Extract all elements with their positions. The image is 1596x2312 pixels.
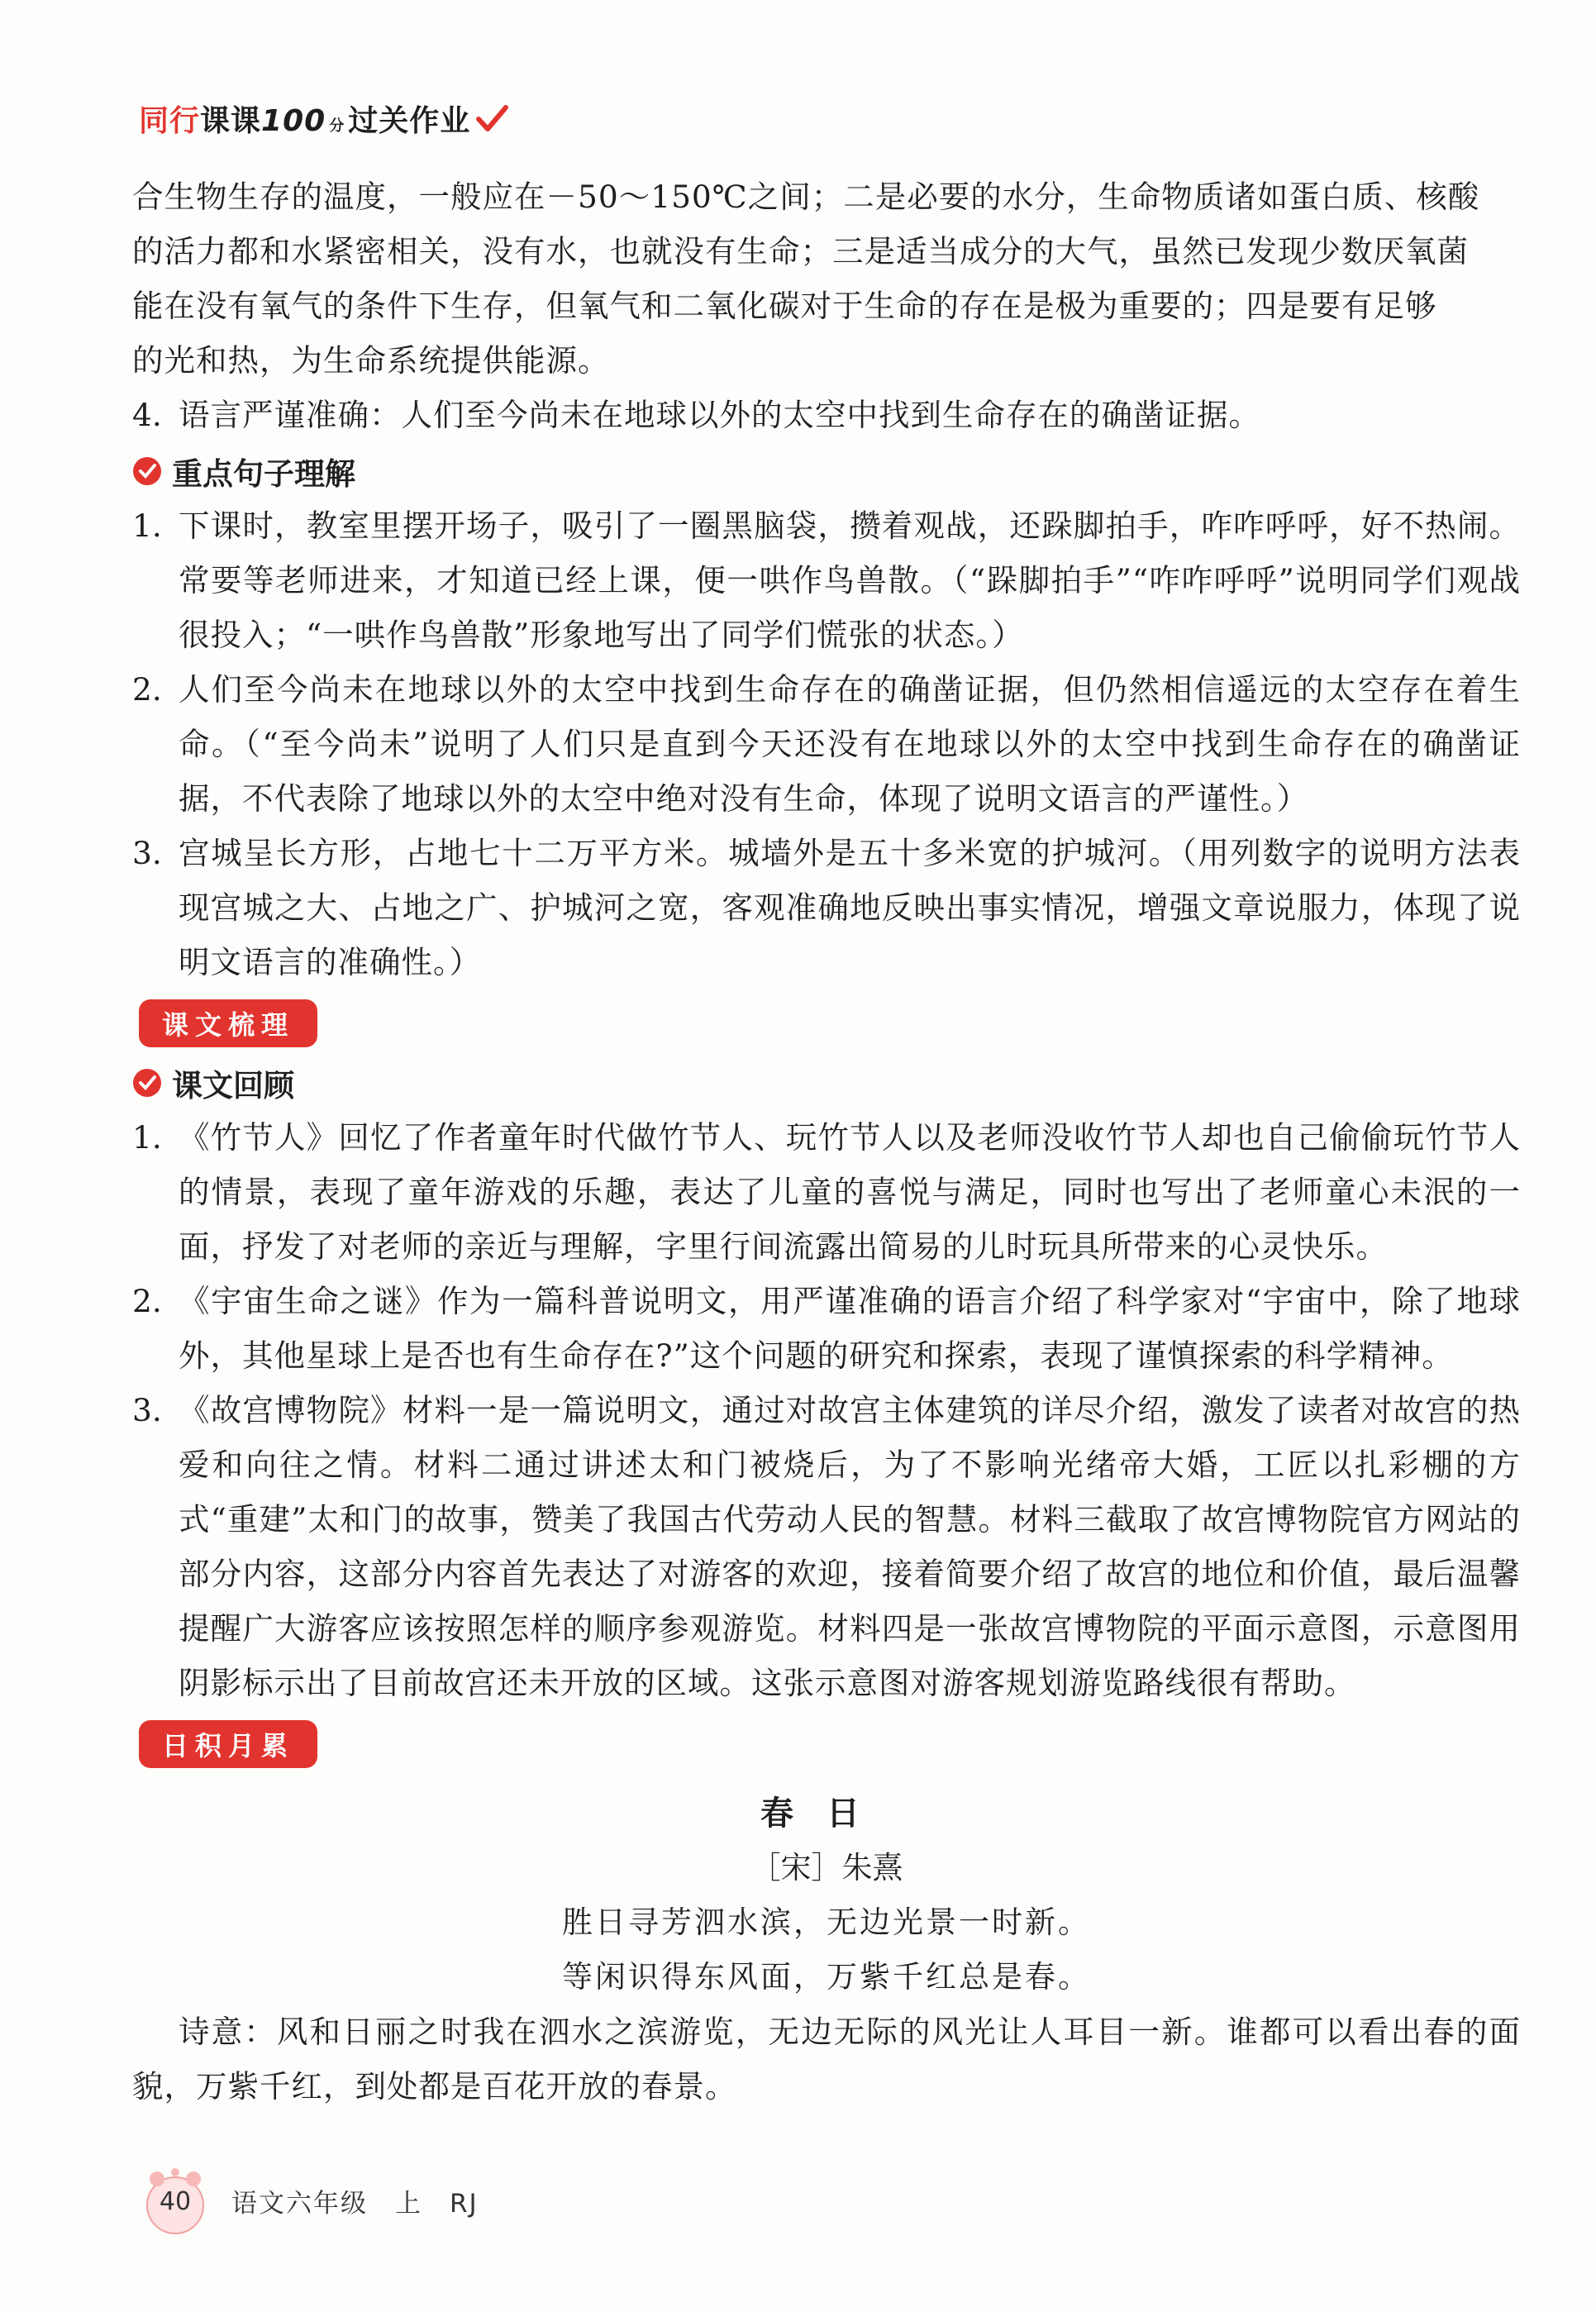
review-text: 《故宫博物院》材料一是一篇说明文，通过对故宫主体建筑的详尽介绍，激发了读者对故宫的热爱和向往之情。材料二通过讲述太和门被烧后，为了不影响光绪帝大婚，工匠以扎彩棚的方式“重建”太和门的故事，赞美了我国古代劳动人民的智慧。材料三截取了故宫博物院官方网站的部分内容，这部分内容首先表达了对游客的欢迎，接着简要介绍了故宫的地位和价值，最后温馨提醒广大游客应该按照怎样的顺序参观游览。材料四是一张故宫博物院的平面示意图，示意图用阴影标示出了目前故宫还未开放的区域。这张示意图对游客规划游览路线很有帮助。 — [179, 1392, 1521, 1701]
daily-banner: 日积月累 — [139, 1720, 317, 1768]
review-number: 2. — [132, 1283, 162, 1319]
section-marker-icon — [132, 456, 162, 486]
key-sentence-text: 人们至今尚未在地球以外的太空中找到生命存在的确凿证据，但仍然相信遥远的太空存在着生命。（“至今尚未”说明了人们只是直到今天还没有在地球以外的太空中找到生命存在的确凿证据，不代表除了地球以外的太空中绝对没有生命，体现了说明文语言的严谨性。） — [179, 671, 1521, 817]
key-sentence-item — [132, 826, 1521, 989]
review-title: 课文回顾 — [172, 1068, 294, 1104]
book-info: 语文六年级 上 RJ — [231, 2188, 479, 2219]
brand-part-5: 过关作业 — [348, 104, 471, 138]
intro-line-4: 的光和热，为生命系统提供能源。 — [132, 342, 610, 379]
poem-line-2: 等闲识得东风面，万紫千红总是春。 — [562, 1959, 1091, 1995]
review-text: 《竹节人》回忆了作者童年时代做竹节人、玩竹节人以及老师没收竹节人却也自己偷偷玩竹节人的情景，表现了童年游戏的乐趣，表达了儿童的喜悦与满足，同时也写出了老师童心未泯的一面，抒发了对老师的亲近与理解，字里行间流露出简易的儿时玩具所带来的心灵快乐。 — [179, 1119, 1521, 1265]
key-sentences-heading — [132, 444, 1521, 498]
review-text: 《宇宙生命之谜》作为一篇科普说明文，用严谨准确的语言介绍了科学家对“宇宙中，除了地球外，其他星球上是否也有生命存在?”这个问题的研究和探索，表现了谨慎探索的科学精神。 — [179, 1283, 1521, 1374]
review-item — [132, 1383, 1521, 1710]
poem — [132, 1786, 1521, 2005]
review-heading — [132, 1056, 1521, 1110]
review-item — [132, 1110, 1521, 1274]
footer — [139, 2164, 479, 2237]
page-number: 40 — [159, 2187, 192, 2216]
poem-author: ［宋］朱熹 — [750, 1850, 903, 1885]
main-content — [132, 169, 1521, 2114]
key-sentence-item — [132, 662, 1521, 826]
review-number: 1. — [132, 1119, 162, 1156]
section-marker-icon — [132, 1068, 162, 1098]
review-banner: 课文梳理 — [139, 999, 317, 1047]
poem-title: 春日 — [760, 1794, 893, 1833]
intro-line-3: 能在没有氧气的条件下生存，但氧气和二氧化碳对于生命的存在是极为重要的；四是要有足够 — [132, 288, 1437, 324]
brand-part-2: 课课 — [200, 104, 262, 138]
key-sentences-title: 重点句子理解 — [172, 456, 355, 492]
key-sentence-number: 1. — [132, 508, 162, 544]
poem-meaning: 诗意：风和日丽之时我在泗水之滨游览，无边无际的风光让人耳目一新。谁都可以看出春的面貌，万紫千红，到处都是百花开放的春景。 — [132, 2014, 1521, 2105]
checkmark-icon — [475, 102, 508, 136]
key-sentence-number: 3. — [132, 835, 162, 871]
key-sentence-number: 2. — [132, 671, 162, 708]
key-sentence-text: 宫城呈长方形，占地七十二万平方米。城墙外是五十多米宽的护城河。（用列数字的说明方法表现宫城之大、占地之广、护城河之宽，客观准确地反映出事实情况，增强文章说服力，体现了说明文语言的准确性。） — [179, 835, 1521, 980]
key-sentence-item — [132, 498, 1521, 662]
intro-line-2: 的活力都和水紧密相关，没有水，也就没有生命；三是适当成分的大气，虽然已发现少数厌氧菌 — [132, 233, 1469, 269]
header — [139, 98, 508, 140]
page-number-badge — [139, 2164, 212, 2237]
brand-part-3: 100 — [261, 104, 326, 138]
point-4-text: 语言严谨准确：人们至今尚未在地球以外的太空中找到生命存在的确凿证据。 — [179, 397, 1260, 433]
point-4 — [132, 388, 1521, 442]
point-4-number: 4. — [132, 397, 162, 433]
poem-line-1: 胜日寻芳泗水滨，无边光景一时新。 — [562, 1904, 1091, 1940]
review-item — [132, 1274, 1521, 1383]
brand-part-1: 同行 — [139, 104, 201, 138]
review-number: 3. — [132, 1392, 162, 1428]
intro-line-1: 合生物生存的温度，一般应在－50～150℃之间；二是必要的水分，生命物质诸如蛋白质、核酸 — [132, 179, 1480, 215]
brand-part-4: 分 — [329, 117, 345, 135]
brand-logo — [139, 98, 470, 140]
key-sentence-text: 下课时，教室里摆开场子，吸引了一圈黑脑袋，攒着观战，还跺脚拍手，咋咋呼呼，好不热闹。常要等老师进来，才知道已经上课，便一哄作鸟兽散。（“跺脚拍手”“咋咋呼呼”说明同学们观战很投入；“一哄作鸟兽散”形象地写出了同学们慌张的状态。） — [179, 508, 1521, 653]
